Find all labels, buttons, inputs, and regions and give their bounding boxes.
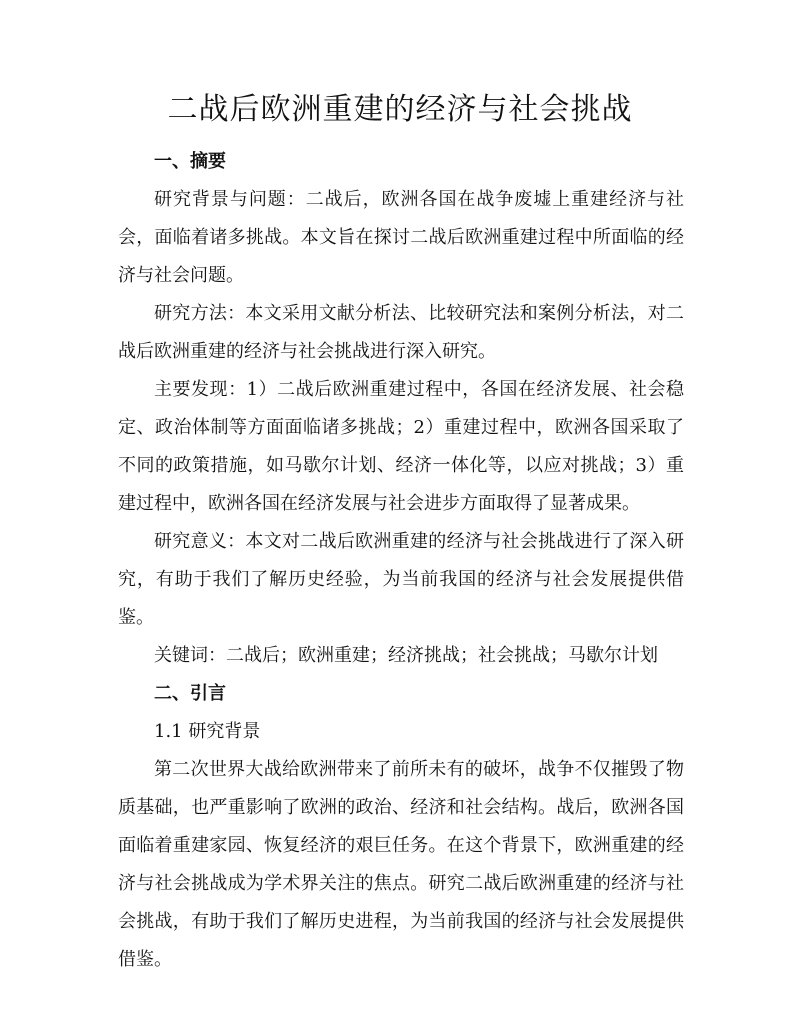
document-title: 二战后欧洲重建的经济与社会挑战 — [167, 92, 633, 127]
abstract-background-paragraph: 研究背景与问题：二战后，欧洲各国在战争废墟上重建经济与社会，面临着诸多挑战。本文旨在探讨二战后欧洲重建过程中所面临的经济与社会问题。 — [118, 189, 684, 286]
document-body — [118, 143, 684, 979]
abstract-findings-paragraph: 主要发现：1）二战后欧洲重建过程中，各国在经济发展、社会稳定、政治体制等方面面临诸多挑战；2）重建过程中，欧洲各国采取了不同的政策措施，如马歇尔计划、经济一体化等，以应对挑战；3）重建过程中，欧洲各国在经济发展与社会进步方面取得了显著成果。 — [118, 379, 684, 514]
subsection-heading-background: 1.1 研究背景 — [154, 721, 261, 742]
abstract-method-paragraph: 研究方法：本文采用文献分析法、比较研究法和案例分析法，对二战后欧洲重建的经济与社会挑战进行深入研究。 — [118, 303, 684, 362]
section-heading-introduction: 二、引言 — [154, 683, 226, 704]
section-heading-abstract: 一、摘要 — [154, 151, 226, 172]
introduction-background-paragraph: 第二次世界大战给欧洲带来了前所未有的破坏，战争不仅摧毁了物质基础，也严重影响了欧洲的政治、经济和社会结构。战后，欧洲各国面临着重建家园、恢复经济的艰巨任务。在这个背景下，欧洲重建的经济与社会挑战成为学术界关注的焦点。研究二战后欧洲重建的经济与社会挑战，有助于我们了解历史进程，为当前我国的经济与社会发展提供借鉴。 — [118, 759, 684, 970]
keywords-line: 关键词：二战后；欧洲重建；经济挑战；社会挑战；马歇尔计划 — [154, 645, 658, 666]
abstract-significance-paragraph: 研究意义：本文对二战后欧洲重建的经济与社会挑战进行了深入研究，有助于我们了解历史经验，为当前我国的经济与社会发展提供借鉴。 — [118, 531, 684, 628]
